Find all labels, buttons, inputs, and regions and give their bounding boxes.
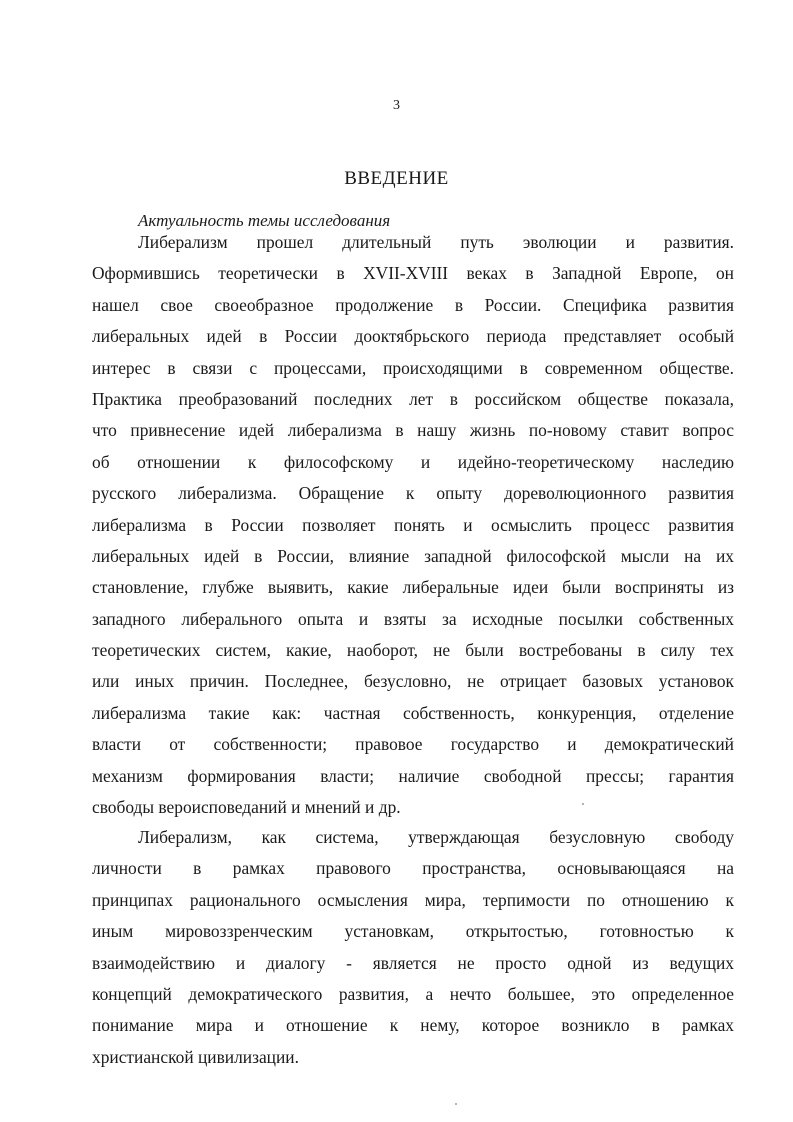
section-heading: ВВЕДЕНИЕ: [344, 168, 449, 189]
paragraph-line: личности в рамках правового пространства, основывающаяся на: [92, 858, 734, 879]
paragraph-line: свободы вероисповеданий и мнений и др.: [92, 797, 401, 818]
paragraph-line: взаимодействию и диалогу - является не просто одной из ведущих: [92, 952, 734, 973]
paragraph-line: нашел свое своеобразное продолжение в России. Специфика развития: [92, 294, 734, 315]
paragraph-line: интерес в связи с процессами, происходящими в современном обществе.: [92, 357, 734, 378]
paragraph-line: понимание мира и отношение к нему, которое возникло в рамках: [92, 1015, 734, 1036]
page-number: 3: [393, 98, 400, 113]
paragraph-line: Либерализм, как система, утверждающая безусловную свободу: [138, 827, 734, 847]
paragraph-line: западного либерального опыта и взяты за исходные посылки собственных: [92, 608, 734, 629]
paragraph-2: [92, 822, 734, 1073]
paragraph-line: Либерализм прошел длительный путь эволюции и развития.: [138, 232, 734, 252]
paragraph-line: либерализма такие как: частная собственность, конкуренция, отделение: [92, 702, 734, 723]
paragraph-line: Оформившись теоретически в XVII-XVIII веках в Западной Европе, он: [92, 263, 734, 284]
paragraph-line: либеральных идей в России, влияние западной философской мысли на их: [92, 545, 734, 566]
paragraph-line: Практика преобразований последних лет в российском обществе показала,: [92, 388, 734, 409]
paragraph-line: становление, глубже выявить, какие либеральные идеи были восприняты из: [92, 577, 734, 598]
paragraph-line: либерализма в России позволяет понять и осмыслить процесс развития: [92, 514, 734, 535]
scan-speck: [582, 803, 584, 805]
paragraph-1: [92, 227, 734, 823]
paragraph-line: об отношении к философскому и идейно-теоретическому наследию: [92, 451, 734, 472]
scan-speck: [455, 1103, 457, 1105]
paragraph-line: власти от собственности; правовое государство и демократический: [92, 734, 734, 755]
paragraph-line: либеральных идей в России дооктябрьского периода представляет особый: [92, 326, 734, 347]
paragraph-line: механизм формирования власти; наличие свободной прессы; гарантия: [92, 765, 734, 786]
paragraph-line: концепций демократического развития, а нечто большее, это определенное: [92, 983, 734, 1004]
paragraph-line: теоретических систем, какие, наоборот, не были востребованы в силу тех: [92, 640, 734, 661]
paragraph-line: иным мировоззренческим установкам, открытостью, готовностью к: [92, 921, 734, 942]
paragraph-line: русского либерализма. Обращение к опыту дореволюционного развития: [92, 483, 734, 504]
paragraph-line: что привнесение идей либерализма в нашу жизнь по-новому ставит вопрос: [92, 420, 734, 441]
paragraph-line: принципах рационального осмысления мира, терпимости по отношению к: [92, 889, 734, 910]
section-subheading: Актуальность темы исследования: [138, 211, 391, 230]
paragraph-line: христианской цивилизации.: [92, 1046, 299, 1067]
paragraph-line: или иных причин. Последнее, безусловно, не отрицает базовых установок: [92, 671, 734, 692]
